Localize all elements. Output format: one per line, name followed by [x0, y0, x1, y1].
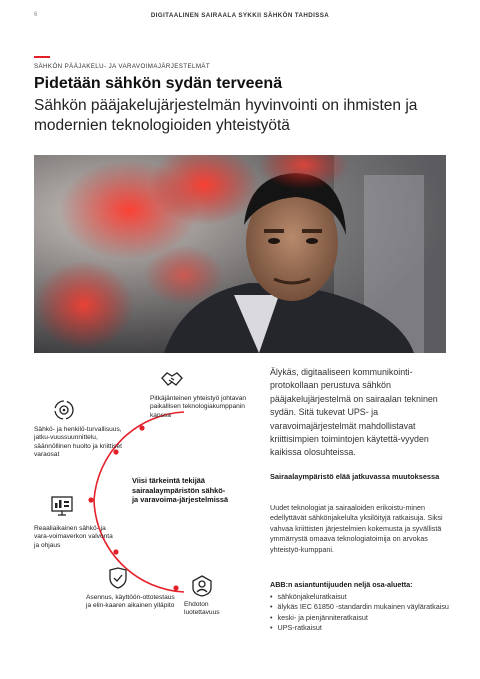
section-kicker: SÄHKÖN PÄÄJAKELU- JA VARAVOIMAJÄRJESTELMÄT [34, 63, 211, 70]
page-subtitle: Sähkön pääjakelujärjestelmän hyvinvointi on ihmisten ja modernien teknologioiden yhteistyötä [34, 97, 418, 134]
list-item: • UPS-ratkaisut [270, 623, 450, 633]
factor-reliability: Ehdoton luotettavuus [184, 601, 220, 617]
monitoring-dashboard-icon [50, 494, 74, 518]
page-number: 6 [34, 12, 38, 18]
section-heading: Sairaalaympäristö elää jatkuvassa muutoksessa [270, 472, 440, 481]
list-heading: ABB:n asiantuntijuuden neljä osa-aluetta: [270, 580, 413, 589]
hero-photo [34, 155, 446, 353]
factor-monitoring: Reaaliaikainen sähkö- ja vara-voimaverkon valvonta ja ohjaus [34, 525, 113, 549]
portrait-photo [34, 155, 446, 353]
accent-bar [34, 56, 50, 58]
expertise-list [270, 592, 450, 633]
shield-document-icon [106, 566, 130, 590]
list-item: • keski- ja pienjänniteratkaisut [270, 613, 450, 623]
section-body: Uudet teknologiat ja sairaaloiden erikoistu-minen edellyttävät sähkönjakelulta yksilöityjä ratkaisuja. Siksi vahvaa kriittisten järjestelmien kokemusta ja syvällistä ymmärrystä omaava teknologiatoimija on arvokas yhteistyö-kumppani. [270, 503, 443, 554]
handshake-icon [160, 368, 184, 392]
factor-collaboration: Pitkäjänteinen yhteistyö johtavan paikallisen teknologiakumppanin kanssa [150, 395, 247, 419]
factor-installation: Asennus, käyttöön-ottotestaus ja elin-kaaren aikainen ylläpito [86, 594, 175, 610]
secure-person-icon [190, 574, 214, 598]
diagram-center-label: Viisi tärkeintä tekijää sairaalaympäristön sähkö- ja varavoima-järjestelmissä [132, 476, 229, 505]
lead-paragraph: Älykäs, digitaaliseen kommunikointi-protokollaan perustuva sähkön pääjakelujärjestelmä on sairaalan tekninen sydän. Sitä tukevat UPS- ja varavoimajärjestelmät mahdollistavat kriittisimpien toimintojen käytettä-vyyden kaikissa olosuhteissa. [270, 367, 438, 458]
page-title: Pidetään sähkön sydän terveenä [34, 75, 283, 92]
list-item: • älykäs IEC 61850 -standardin mukainen väyläratkaisu [270, 602, 450, 612]
factor-safety: Sähkö- ja henkilö-turvallisuus, jatku-vuussuunnittelu, säännöllinen huolto ja kriittiset varaosat [34, 426, 122, 458]
gear-cycle-icon [52, 398, 76, 422]
running-header: DIGITAALINEN SAIRAALA SYKKII SÄHKÖN TAHDISSA [150, 12, 330, 19]
list-item: • sähkönjakeluratkaisut [270, 592, 450, 602]
